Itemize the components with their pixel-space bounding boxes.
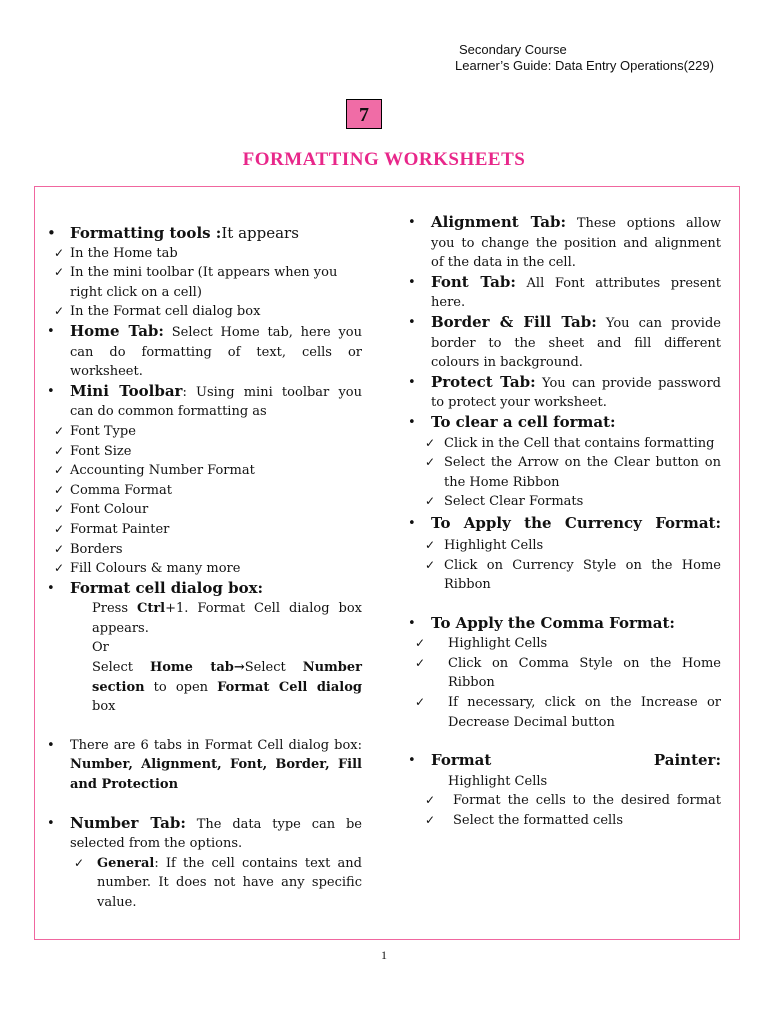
list-item: ✓ Format the cells to the desired format bbox=[405, 791, 721, 811]
running-header bbox=[455, 42, 714, 74]
list-item: ✓ In the Format cell dialog box bbox=[44, 302, 362, 322]
list-item: ✓ In the mini toolbar (It appears when you right click on a cell) bbox=[44, 263, 362, 302]
page-title: FORMATTING WORKSHEETS bbox=[242, 149, 526, 170]
six-tabs-bullet: • There are 6 tabs in Format Cell dialog box: Number, Alignment, Font, Border, Fill and Protection bbox=[44, 736, 362, 795]
font-tab-heading: Font Tab: bbox=[431, 272, 516, 291]
list-item: ✓ Accounting Number Format bbox=[44, 461, 362, 481]
alignment-tab-bullet: • Alignment Tab: These options allow you to change the position and alignment of the data in the cell. bbox=[405, 213, 721, 273]
currency-bullet bbox=[405, 512, 721, 536]
list-item: ✓ Borders bbox=[44, 540, 362, 560]
number-tab-bullet: • Number Tab: The data type can be selected from the options. bbox=[44, 814, 362, 854]
painter-heading: Format Painter: bbox=[431, 751, 721, 770]
mini-toolbar-heading: Mini Toolbar bbox=[70, 381, 183, 400]
list-item: ✓ Font Type bbox=[44, 422, 362, 442]
header-course: Secondary Course bbox=[459, 42, 567, 57]
home-tab-bullet: • Home Tab: Select Home tab, here you can do formatting of text, cells or worksheet. bbox=[44, 322, 362, 382]
format-cell-select: Select Home tab→Select Number section to open Format Cell dialog box bbox=[92, 660, 363, 715]
left-column bbox=[44, 224, 362, 913]
painter-bullet bbox=[405, 751, 721, 772]
list-item: ✓ Font Size bbox=[44, 442, 362, 462]
list-item: ✓ Highlight Cells bbox=[405, 536, 721, 556]
protect-tab-bullet: • Protect Tab: You can provide password to protect your worksheet. bbox=[405, 373, 721, 413]
format-cell-heading: Format cell dialog box: bbox=[70, 578, 264, 597]
list-item: ✓ Click on Currency Style on the Home Ribbon bbox=[405, 556, 721, 595]
list-item: ✓ Click in the Cell that contains formatting bbox=[405, 434, 721, 454]
clear-format-heading: To clear a cell format: bbox=[431, 412, 616, 431]
list-item: ✓ Format Painter bbox=[44, 520, 362, 540]
number-tab-heading: Number Tab: bbox=[70, 813, 186, 832]
list-item: ✓ Select the Arrow on the Clear button on the Home Ribbon bbox=[405, 453, 721, 492]
formatting-tools-bullet: • Formatting tools :It appears bbox=[44, 224, 362, 244]
home-tab-heading: Home Tab: bbox=[70, 321, 164, 340]
list-item: ✓ Select Clear Formats bbox=[405, 492, 721, 512]
alignment-tab-heading: Alignment Tab: bbox=[431, 213, 567, 231]
chapter-number-box: 7 bbox=[346, 99, 382, 129]
list-item: ✓ In the Home tab bbox=[44, 244, 362, 264]
arrow-icon: → bbox=[233, 660, 245, 676]
list-item: ✓ Font Colour bbox=[44, 500, 362, 520]
format-cell-bullet bbox=[44, 579, 362, 600]
font-tab-bullet: • Font Tab: All Font attributes present here. bbox=[405, 273, 721, 313]
protect-tab-heading: Protect Tab: bbox=[431, 372, 536, 391]
right-column bbox=[405, 213, 721, 831]
list-item: ✓ Highlight Cells bbox=[405, 634, 721, 654]
page-number: 1 bbox=[381, 948, 387, 962]
list-item: ✓ Comma Format bbox=[44, 481, 362, 501]
list-item: ✓ Fill Colours & many more bbox=[44, 559, 362, 579]
painter-first: Highlight Cells bbox=[448, 773, 548, 789]
mini-toolbar-bullet: • Mini Toolbar: Using mini toolbar you can do common formatting as bbox=[44, 382, 362, 422]
border-fill-tab-heading: Border & Fill Tab: bbox=[431, 312, 597, 331]
list-item: ✓ If necessary, click on the Increase or Decrease Decimal button bbox=[405, 693, 721, 732]
list-item: ✓ Select the formatted cells bbox=[405, 811, 721, 831]
header-guide: Learner’s Guide: Data Entry Operations(229) bbox=[455, 58, 714, 73]
format-cell-or: Or bbox=[92, 640, 109, 656]
list-item: ✓ Click on Comma Style on the Home Ribbon bbox=[405, 654, 721, 693]
border-fill-tab-bullet: • Border & Fill Tab: You can provide border to the sheet and fill different colours in background. bbox=[405, 313, 721, 373]
formatting-tools-heading: Formatting tools : bbox=[70, 224, 222, 242]
currency-heading: To Apply the Currency Format: bbox=[431, 513, 721, 532]
format-cell-press: Press Ctrl+1. Format Cell dialog box appears. bbox=[92, 601, 362, 636]
comma-bullet bbox=[405, 614, 721, 635]
general-item: ✓ General: If the cell contains text and number. It does not have any specific value. bbox=[44, 854, 362, 913]
clear-format-bullet bbox=[405, 413, 721, 434]
comma-heading: To Apply the Comma Format: bbox=[431, 613, 675, 632]
